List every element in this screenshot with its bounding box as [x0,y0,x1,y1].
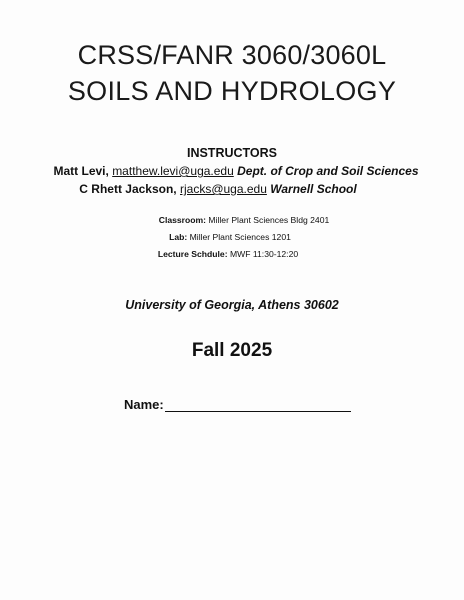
classroom-value: Miller Plant Sciences Bldg 2401 [208,215,330,225]
schedule-info [0,249,460,259]
schedule-label: Lecture Schdule: [157,249,228,259]
name-blank-line[interactable] [165,399,351,412]
classroom-label: Classroom: [158,215,207,225]
instructors-heading: INSTRUCTORS [186,146,278,160]
name-field [124,397,351,412]
classroom-info [12,215,464,225]
instructor-email-link[interactable]: matthew.levi@uga.edu [112,164,234,178]
name-label: Name: [124,397,164,412]
course-title: SOILS AND HYDROLOGY [67,76,397,106]
lab-value: Miller Plant Sciences 1201 [189,232,291,242]
university-name: University of Georgia, Athens 30602 [125,298,339,312]
instructor-email-link[interactable]: rjacks@uga.edu [179,182,267,196]
schedule-value: MWF 11:30-12:20 [229,249,299,259]
instructor-name: C Rhett Jackson, [79,182,177,196]
instructor-name: Matt Levi, [53,164,109,178]
lab-info [0,232,462,242]
instructor-line [4,164,464,178]
lab-label: Lab: [169,232,188,242]
instructor-line [0,182,450,196]
term-label: Fall 2025 [191,340,273,361]
course-code: CRSS/FANR 3060/3060L [77,40,387,70]
instructor-department: Warnell School [270,182,357,196]
instructor-department: Dept. of Crop and Soil Sciences [237,164,419,178]
